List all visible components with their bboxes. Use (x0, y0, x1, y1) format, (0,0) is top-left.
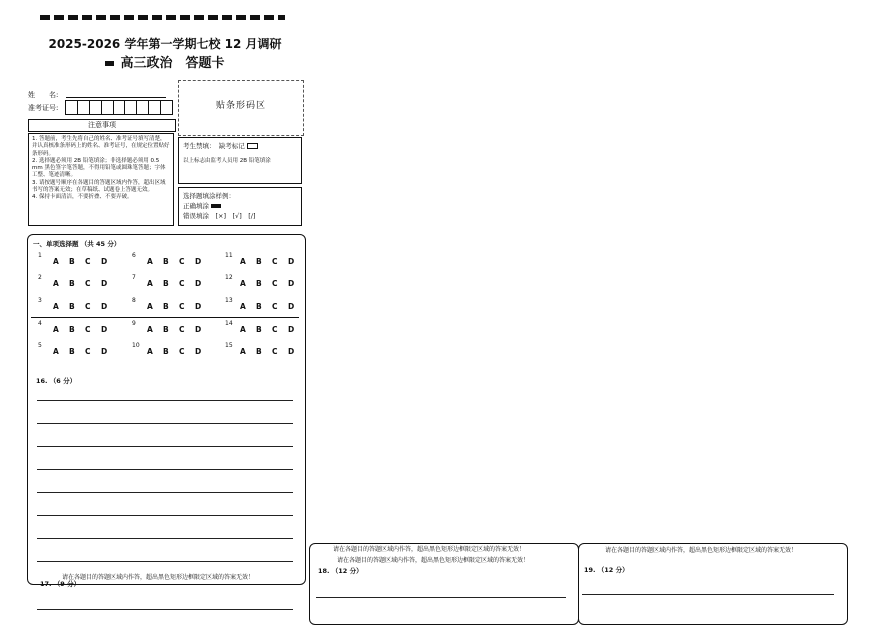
absent-mark-box (178, 137, 302, 184)
q16-writing-line[interactable] (37, 446, 293, 447)
mc-option-b[interactable]: B (163, 347, 169, 356)
mc-option-a[interactable]: A (53, 257, 59, 266)
mc-option-c[interactable]: C (272, 325, 278, 334)
mc-option-a[interactable]: A (240, 279, 246, 288)
mc-option-group (240, 302, 304, 311)
mc-option-d[interactable]: D (101, 325, 108, 334)
mc-option-b[interactable]: B (69, 325, 75, 334)
mc-option-d[interactable]: D (288, 347, 295, 356)
q19-writing-line[interactable] (582, 594, 834, 595)
q17-label: 17. （9 分） (40, 580, 81, 588)
mc-option-a[interactable]: A (240, 325, 246, 334)
filled-mark-icon (211, 204, 221, 208)
id-label: 准考证号: (28, 104, 59, 112)
name-field[interactable] (66, 97, 166, 98)
mc-option-a[interactable]: A (147, 302, 153, 311)
mc-option-b[interactable]: B (256, 279, 262, 288)
exam-title: 2025-2026 学年第一学期七校 12 月调研 (48, 37, 282, 51)
q18-label: 18. （12 分） (318, 567, 363, 575)
q17-writing-line[interactable] (37, 609, 293, 610)
notice-item: 4. 保持卡面清洁，不要折叠、不要弄破。 (32, 194, 133, 201)
q16-writing-line[interactable] (37, 515, 293, 516)
mc-option-c[interactable]: C (272, 347, 278, 356)
notice-item: 2. 选择题必须用 2B 铅笔填涂；非选择题必须用 0.5 mm 黑色签字笔答题，不得用铅笔或圆珠笔答题；字体工整、笔迹清晰。 (32, 157, 166, 179)
mc-option-c[interactable]: C (179, 302, 185, 311)
mc-option-group (240, 325, 304, 334)
mc-question-number: 9 (132, 320, 136, 327)
mc-question-number: 6 (132, 252, 136, 259)
mc-option-b[interactable]: B (163, 302, 169, 311)
absent-checkbox[interactable] (247, 143, 258, 149)
mc-question-number: 1 (38, 252, 42, 259)
mc-option-c[interactable]: C (179, 325, 185, 334)
mc-option-a[interactable]: A (240, 347, 246, 356)
mc-option-b[interactable]: B (69, 347, 75, 356)
mc-option-b[interactable]: B (256, 347, 262, 356)
mc-option-c[interactable]: C (85, 347, 91, 356)
mc-option-d[interactable]: D (101, 302, 108, 311)
mc-question-number: 15 (225, 342, 233, 349)
mc-option-c[interactable]: C (85, 279, 91, 288)
mc-option-a[interactable]: A (53, 347, 59, 356)
mc-option-d[interactable]: D (101, 347, 108, 356)
notice-heading: 注意事项 (28, 119, 176, 132)
exam-subtitle (30, 52, 300, 71)
mc-option-d[interactable]: D (195, 347, 202, 356)
absent-label: 考生禁填： 缺考标记 (183, 142, 245, 150)
q16-writing-line[interactable] (37, 400, 293, 401)
warning-text-18b: 请在各题目的答题区域内作答，超出黑色矩形边框限定区域的答案无效！ (337, 557, 530, 564)
warning-text-18a: 请在各题目的答题区域内作答，超出黑色矩形边框限定区域的答案无效！ (333, 546, 526, 553)
mc-option-c[interactable]: C (85, 302, 91, 311)
q18-writing-line[interactable] (316, 597, 566, 598)
q16-writing-line[interactable] (37, 492, 293, 493)
mc-option-d[interactable]: D (101, 279, 108, 288)
mc-option-b[interactable]: B (69, 279, 75, 288)
mc-option-a[interactable]: A (147, 347, 153, 356)
mc-option-a[interactable]: A (53, 302, 59, 311)
mc-question-number: 12 (225, 274, 233, 281)
notice-item: 1. 答题前，考生先将自己的姓名、准考证号填写清楚，并认真核准条形码上的姓名、准考证号，在规定位置贴好条形码。 (32, 136, 170, 157)
mc-option-b[interactable]: B (256, 257, 262, 266)
q19-answer-box (578, 543, 848, 625)
q19-label: 19. （12 分） (584, 566, 629, 574)
mc-option-group (53, 325, 117, 334)
warning-text-17: 请在各题目的答题区域内作答，超出黑色矩形边框限定区域的答案无效！ (62, 574, 255, 581)
subtitle-text: 高三政治 答题卡 (120, 56, 225, 71)
mc-option-a[interactable]: A (53, 325, 59, 334)
mc-option-b[interactable]: B (256, 302, 262, 311)
mc-option-group (53, 302, 117, 311)
fill-example-box (178, 187, 302, 226)
mc-option-a[interactable]: A (147, 279, 153, 288)
mc-option-group (240, 347, 304, 356)
mc-question-number: 5 (38, 342, 42, 349)
panel-divider (31, 317, 299, 318)
mc-question-number: 4 (38, 320, 42, 327)
mc-option-b[interactable]: B (69, 302, 75, 311)
notice-item: 3. 请按题号顺序在各题目的答题区域内作答，超出区域书写的答案无效；在草稿纸、试题卷上答题无效。 (32, 179, 166, 194)
mc-option-b[interactable]: B (69, 257, 75, 266)
q16-writing-line[interactable] (37, 423, 293, 424)
q16-label: 16. （6 分） (36, 377, 77, 385)
mc-option-a[interactable]: A (147, 257, 153, 266)
mc-option-group (147, 325, 211, 334)
mc-option-d[interactable]: D (195, 302, 202, 311)
mc-option-d[interactable]: D (195, 279, 202, 288)
mc-option-c[interactable]: C (179, 257, 185, 266)
mc-option-d[interactable]: D (288, 257, 295, 266)
fill-correct-label: 正确填涂 (183, 202, 209, 210)
mc-option-c[interactable]: C (179, 279, 185, 288)
notice-box (28, 133, 174, 226)
fill-example-title: 选择题填涂样例： (183, 192, 235, 200)
name-label: 姓 名: (28, 91, 59, 99)
mc-option-d[interactable]: D (288, 302, 295, 311)
mc-option-c[interactable]: C (85, 257, 91, 266)
mc-option-b[interactable]: B (163, 257, 169, 266)
mc-option-group (240, 257, 304, 266)
warning-text-19: 请在各题目的答题区域内作答，超出黑色矩形边框限定区域的答案无效！ (605, 547, 798, 554)
mc-question-number: 2 (38, 274, 42, 281)
mc-option-group (53, 347, 117, 356)
mc-option-group (240, 279, 304, 288)
mc-option-b[interactable]: B (163, 279, 169, 288)
mc-question-number: 11 (225, 252, 233, 259)
mc-question-number: 3 (38, 297, 42, 304)
mc-option-group (147, 347, 211, 356)
mc-option-a[interactable]: A (240, 302, 246, 311)
q16-writing-line[interactable] (37, 469, 293, 470)
section1-heading: 一、单项选择题 （共 45 分） (33, 240, 121, 248)
mc-option-a[interactable]: A (240, 257, 246, 266)
mc-option-d[interactable]: D (288, 279, 295, 288)
mc-option-a[interactable]: A (147, 325, 153, 334)
mc-option-a[interactable]: A (53, 279, 59, 288)
mc-option-group (147, 279, 211, 288)
mc-option-b[interactable]: B (256, 325, 262, 334)
mc-option-c[interactable]: C (272, 279, 278, 288)
mc-option-group (147, 257, 211, 266)
mc-question-number: 8 (132, 297, 136, 304)
mc-question-number: 14 (225, 320, 233, 327)
q16-writing-line[interactable] (37, 538, 293, 539)
header-dash-bar (40, 15, 285, 20)
mc-option-c[interactable]: C (85, 325, 91, 334)
mc-option-group (147, 302, 211, 311)
mc-option-c[interactable]: C (272, 257, 278, 266)
mc-option-d[interactable]: D (288, 325, 295, 334)
fill-wrong-label: 错误填涂 [×] [√] [/] (183, 212, 256, 220)
id-number-boxes[interactable] (65, 100, 173, 115)
mc-option-group (53, 257, 117, 266)
mc-option-d[interactable]: D (195, 325, 202, 334)
black-mark-icon (105, 61, 114, 66)
mc-option-b[interactable]: B (163, 325, 169, 334)
mc-option-group (53, 279, 117, 288)
absent-note: 以上标志由监考人员用 2B 铅笔填涂 (183, 158, 271, 164)
mc-question-number: 7 (132, 274, 136, 281)
mc-option-d[interactable]: D (101, 257, 108, 266)
mc-option-c[interactable]: C (272, 302, 278, 311)
barcode-area: 贴条形码区 (178, 80, 304, 136)
mc-option-d[interactable]: D (195, 257, 202, 266)
mc-question-number: 13 (225, 297, 233, 304)
mc-option-c[interactable]: C (179, 347, 185, 356)
q16-writing-line[interactable] (37, 561, 293, 562)
mc-question-number: 10 (132, 342, 140, 349)
